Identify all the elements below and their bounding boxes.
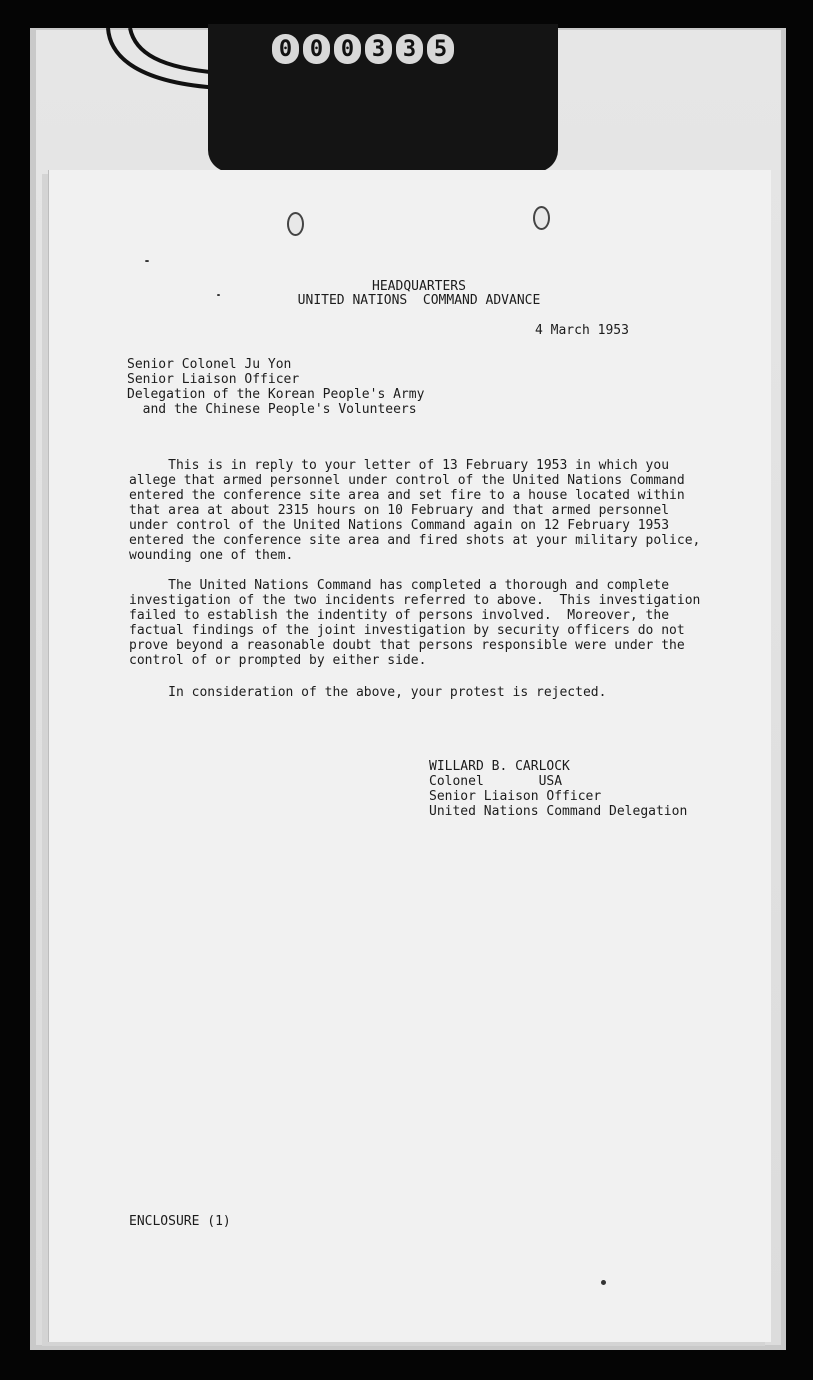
punch-hole xyxy=(533,206,550,230)
paragraph-line: The United Nations Command has completed a thorough and complete xyxy=(129,578,670,593)
paragraph-line: failed to establish the indentity of persons involved. Moreover, the xyxy=(129,608,670,623)
counter-digit: 3 xyxy=(396,34,423,64)
speck xyxy=(145,260,149,262)
letterhead-subtitle: UNITED NATIONS COMMAND ADVANCE xyxy=(297,293,541,308)
speck xyxy=(217,294,220,296)
paragraph-line: prove beyond a reasonable doubt that persons responsible were under the xyxy=(129,638,685,653)
paragraph-line: wounding one of them. xyxy=(129,548,294,563)
counter-digit: 3 xyxy=(365,34,392,64)
paragraph-line: control of or prompted by either side. xyxy=(129,653,427,668)
addressee-line: and the Chinese People's Volunteers xyxy=(127,402,417,417)
addressee-line: Delegation of the Korean People's Army xyxy=(127,387,425,402)
counter-digit: 0 xyxy=(303,34,330,64)
paragraph-line: investigation of the two incidents referred to above. This investigation xyxy=(129,593,701,608)
letter-date: 4 March 1953 xyxy=(535,323,629,338)
counter-digit: 5 xyxy=(427,34,454,64)
paragraph-line: allege that armed personnel under control of the United Nations Command xyxy=(129,473,685,488)
signature-title: Senior Liaison Officer xyxy=(429,789,602,804)
signature-name: WILLARD B. CARLOCK xyxy=(429,759,570,774)
speck xyxy=(601,1280,606,1285)
signature-rank: Colonel USA xyxy=(429,774,563,789)
counter-digit: 0 xyxy=(334,34,361,64)
paragraph-line: This is in reply to your letter of 13 February 1953 in which you xyxy=(129,458,670,473)
letterhead-title: HEADQUARTERS xyxy=(372,279,466,294)
signature-org: United Nations Command Delegation xyxy=(429,804,688,819)
paragraph-line: entered the conference site area and fired shots at your military police, xyxy=(129,533,701,548)
paragraph-line: entered the conference site area and set fire to a house located within xyxy=(129,488,685,503)
paragraph-line: under control of the United Nations Command again on 12 February 1953 xyxy=(129,518,670,533)
closing-paragraph: In consideration of the above, your protest is rejected. xyxy=(129,685,607,700)
punch-hole xyxy=(287,212,304,236)
letter-page xyxy=(48,170,771,1342)
counter-digit: 0 xyxy=(272,34,299,64)
addressee-line: Senior Liaison Officer xyxy=(127,372,300,387)
enclosure-note: ENCLOSURE (1) xyxy=(129,1214,231,1229)
paragraph-line: factual findings of the joint investigation by security officers do not xyxy=(129,623,685,638)
addressee-line: Senior Colonel Ju Yon xyxy=(127,357,292,372)
paragraph-line: that area at about 2315 hours on 10 February and that armed personnel xyxy=(129,503,670,518)
frame-counter-digits xyxy=(272,34,472,68)
